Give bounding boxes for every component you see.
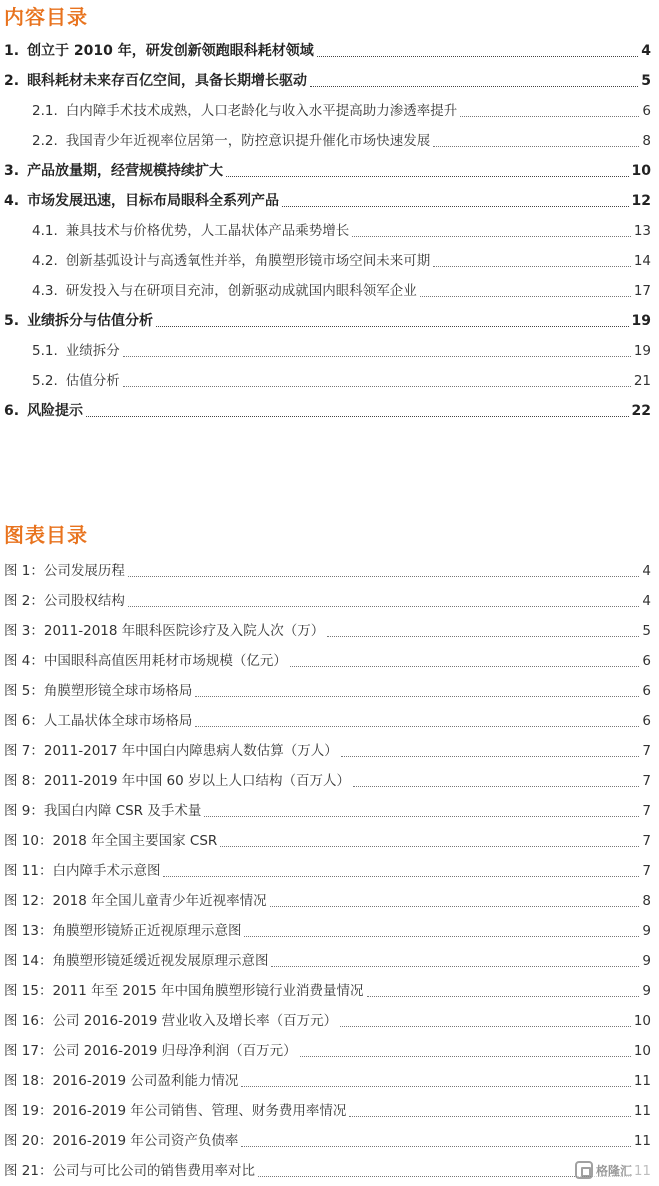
figure-entry-label: 图 2：公司股权结构: [4, 593, 125, 609]
figure-entry[interactable]: [0, 1156, 659, 1186]
gelonghui-logo-icon: [575, 1161, 593, 1179]
toc-list: [0, 36, 659, 426]
figure-entry-label: 图 13：角膜塑形镜矫正近视原理示意图: [4, 923, 242, 939]
figure-entry-label: 图 5：角膜塑形镜全球市场格局: [4, 683, 193, 699]
figure-entry-label: 图 11：白内障手术示意图: [4, 863, 161, 879]
toc-entry-page: 10: [631, 163, 651, 179]
leader-dots: [327, 635, 639, 637]
figure-entry[interactable]: [0, 1066, 659, 1096]
toc-entry-page: 22: [631, 403, 651, 419]
figure-entry[interactable]: [0, 676, 659, 706]
toc-entry[interactable]: [0, 156, 659, 186]
toc-entry[interactable]: [0, 366, 659, 396]
figure-entry-label: 图 15：2011 年至 2015 年中国角膜塑形镜行业消费量情况: [4, 983, 364, 999]
figure-entry[interactable]: [0, 886, 659, 916]
toc-entry-text: 眼科耗材未来存百亿空间，具备长期增长驱动: [27, 73, 308, 89]
figure-entry-label: 图 1：公司发展历程: [4, 563, 125, 579]
leader-dots: [420, 295, 631, 297]
figure-entry[interactable]: [0, 976, 659, 1006]
toc-entry-page: 21: [633, 373, 651, 389]
figure-entry-page: 6: [642, 713, 651, 729]
toc-entry-page: 4: [641, 43, 651, 59]
figure-entry-page: 11: [633, 1073, 651, 1089]
figure-entry[interactable]: [0, 766, 659, 796]
leader-dots: [123, 385, 631, 387]
leader-dots: [353, 785, 639, 787]
toc-entry-text: 估值分析: [65, 373, 120, 389]
leader-dots: [341, 755, 640, 757]
toc-entry-number: 4.1.: [32, 223, 58, 239]
figure-entry-label: 图 9：我国白内障 CSR 及手术量: [4, 803, 202, 819]
figure-entry-label: 图 10：2018 年全国主要国家 CSR: [4, 833, 218, 849]
toc-entry-text: 我国青少年近视率位居第一，防控意识提升催化市场快速发展: [65, 133, 431, 149]
figure-entry[interactable]: [0, 856, 659, 886]
watermark: [575, 1159, 655, 1181]
toc-entry-number: 4.: [4, 193, 20, 209]
toc-entry-text: 业绩拆分与估值分析: [27, 313, 154, 329]
toc-entry-number: 4.3.: [32, 283, 58, 299]
toc-entry-text: 风险提示: [27, 403, 84, 419]
leader-dots: [317, 55, 638, 57]
leader-dots: [349, 1115, 630, 1117]
figure-entry-label: 图 12：2018 年全国儿童青少年近视率情况: [4, 893, 267, 909]
figure-entry-page: 10: [633, 1013, 651, 1029]
figure-entry-label: 图 17：公司 2016-2019 归母净利润（百万元）: [4, 1043, 297, 1059]
toc-entry-page: 8: [642, 133, 651, 149]
figure-entry[interactable]: [0, 1096, 659, 1126]
leader-dots: [367, 995, 640, 997]
figure-entry-page: 10: [633, 1043, 651, 1059]
figure-entry[interactable]: [0, 556, 659, 586]
figure-entry-label: 图 20：2016-2019 年公司资产负债率: [4, 1133, 239, 1149]
leader-dots: [340, 1025, 631, 1027]
leader-dots: [204, 815, 639, 817]
figure-entry[interactable]: [0, 826, 659, 856]
figure-entry-page: 7: [642, 773, 651, 789]
figure-entry-page: 11: [633, 1133, 651, 1149]
toc-entry-text: 研发投入与在研项目充沛，创新驱动成就国内眼科领军企业: [65, 283, 417, 299]
leader-dots: [195, 695, 639, 697]
figure-entry-label: 图 6：人工晶状体全球市场格局: [4, 713, 193, 729]
figure-list: [0, 556, 659, 1186]
figure-entry-label: 图 3：2011-2018 年眼科医院诊疗及入院人次（万）: [4, 623, 325, 639]
figure-entry[interactable]: [0, 616, 659, 646]
figure-entry[interactable]: [0, 736, 659, 766]
figure-entry[interactable]: [0, 1036, 659, 1066]
figure-entry[interactable]: [0, 796, 659, 826]
toc-entry-page: 14: [633, 253, 651, 269]
toc-entry-number: 3.: [4, 163, 20, 179]
leader-dots: [195, 725, 639, 727]
leader-dots: [271, 965, 639, 967]
leader-dots: [282, 205, 628, 207]
toc-entry[interactable]: [0, 216, 659, 246]
leader-dots: [300, 1055, 631, 1057]
toc-entry-page: 5: [641, 73, 651, 89]
figure-list-title: 图表目录: [4, 523, 88, 547]
toc-entry-number: 2.1.: [32, 103, 58, 119]
figure-entry-page: 6: [642, 653, 651, 669]
leader-dots: [220, 845, 639, 847]
toc-entry-text: 创新基弧设计与高透氧性并举，角膜塑形镜市场空间未来可期: [65, 253, 431, 269]
leader-dots: [241, 1145, 630, 1147]
toc-entry[interactable]: [0, 306, 659, 336]
figure-entry[interactable]: [0, 1006, 659, 1036]
leader-dots: [128, 575, 640, 577]
figure-entry-page: 11: [633, 1103, 651, 1119]
toc-entry-text: 白内障手术技术成熟，人口老龄化与收入水平提高助力渗透率提升: [65, 103, 458, 119]
toc-entry-page: 19: [633, 343, 651, 359]
toc-entry[interactable]: [0, 96, 659, 126]
figure-entry-page: 7: [642, 803, 651, 819]
toc-entry[interactable]: [0, 186, 659, 216]
toc-entry-number: 5.: [4, 313, 20, 329]
leader-dots: [433, 145, 639, 147]
toc-entry-number: 1.: [4, 43, 20, 59]
figure-entry-label: 图 14：角膜塑形镜延缓近视发展原理示意图: [4, 953, 269, 969]
figure-entry-label: 图 19：2016-2019 年公司销售、管理、财务费用率情况: [4, 1103, 347, 1119]
figure-entry[interactable]: [0, 586, 659, 616]
toc-entry-number: 2.2.: [32, 133, 58, 149]
figure-entry-label: 图 18：2016-2019 公司盈利能力情况: [4, 1073, 239, 1089]
leader-dots: [352, 235, 631, 237]
toc-entry[interactable]: [0, 336, 659, 366]
figure-entry-label: 图 7：2011-2017 年中国白内障患病人数估算（万人）: [4, 743, 338, 759]
toc-entry-page: 6: [642, 103, 651, 119]
toc-entry-number: 4.2.: [32, 253, 58, 269]
toc-entry-text: 市场发展迅速，目标布局眼科全系列产品: [27, 193, 280, 209]
toc-entry-number: 5.1.: [32, 343, 58, 359]
toc-entry-text: 业绩拆分: [65, 343, 120, 359]
figure-entry-page: 6: [642, 683, 651, 699]
leader-dots: [310, 85, 638, 87]
toc-entry[interactable]: [0, 396, 659, 426]
leader-dots: [163, 875, 639, 877]
figure-entry-label: 图 4：中国眼科高值医用耗材市场规模（亿元）: [4, 653, 287, 669]
leader-dots: [270, 905, 640, 907]
toc-entry-number: 2.: [4, 73, 20, 89]
watermark-text: 格隆汇: [596, 1163, 633, 1178]
figure-entry[interactable]: [0, 646, 659, 676]
toc-entry-number: 6.: [4, 403, 20, 419]
figure-entry-page: 5: [642, 623, 651, 639]
leader-dots: [226, 175, 628, 177]
toc-entry-page: 13: [633, 223, 651, 239]
leader-dots: [128, 605, 640, 607]
figure-entry-label: 图 21：公司与可比公司的销售费用率对比: [4, 1163, 255, 1179]
figure-entry[interactable]: [0, 916, 659, 946]
toc-entry-text: 创立于 2010 年，研发创新领跑眼科耗材领域: [27, 43, 314, 59]
figure-entry-page: 7: [642, 863, 651, 879]
figure-entry-page: 9: [642, 983, 651, 999]
leader-dots: [241, 1085, 630, 1087]
figure-entry[interactable]: [0, 706, 659, 736]
figure-entry-label: 图 16：公司 2016-2019 营业收入及增长率（百万元）: [4, 1013, 338, 1029]
toc-entry[interactable]: [0, 66, 659, 96]
figure-entry-page: 7: [642, 833, 651, 849]
toc-title: 内容目录: [4, 5, 88, 29]
toc-entry[interactable]: [0, 126, 659, 156]
toc-entry[interactable]: [0, 276, 659, 306]
toc-entry-number: 5.2.: [32, 373, 58, 389]
figure-entry-page: 4: [642, 593, 651, 609]
leader-dots: [290, 665, 640, 667]
figure-entry-page: 9: [642, 953, 651, 969]
leader-dots: [123, 355, 631, 357]
leader-dots: [244, 935, 639, 937]
toc-entry-page: 19: [631, 313, 651, 329]
toc-entry-page: 17: [633, 283, 651, 299]
figure-entry-page: 4: [642, 563, 651, 579]
leader-dots: [156, 325, 628, 327]
figure-entry-page: 9: [642, 923, 651, 939]
figure-entry-label: 图 8：2011-2019 年中国 60 岁以上人口结构（百万人）: [4, 773, 351, 789]
leader-dots: [86, 415, 628, 417]
toc-entry-text: 兼具技术与价格优势，人工晶状体产品乘势增长: [65, 223, 350, 239]
toc-entry-page: 12: [631, 193, 651, 209]
figure-entry-page: 8: [642, 893, 651, 909]
figure-entry[interactable]: [0, 1126, 659, 1156]
leader-dots: [460, 115, 639, 117]
figure-entry[interactable]: [0, 946, 659, 976]
figure-entry-page: 7: [642, 743, 651, 759]
leader-dots: [433, 265, 631, 267]
toc-entry[interactable]: [0, 36, 659, 66]
toc-entry-text: 产品放量期，经营规模持续扩大: [27, 163, 224, 179]
toc-entry[interactable]: [0, 246, 659, 276]
